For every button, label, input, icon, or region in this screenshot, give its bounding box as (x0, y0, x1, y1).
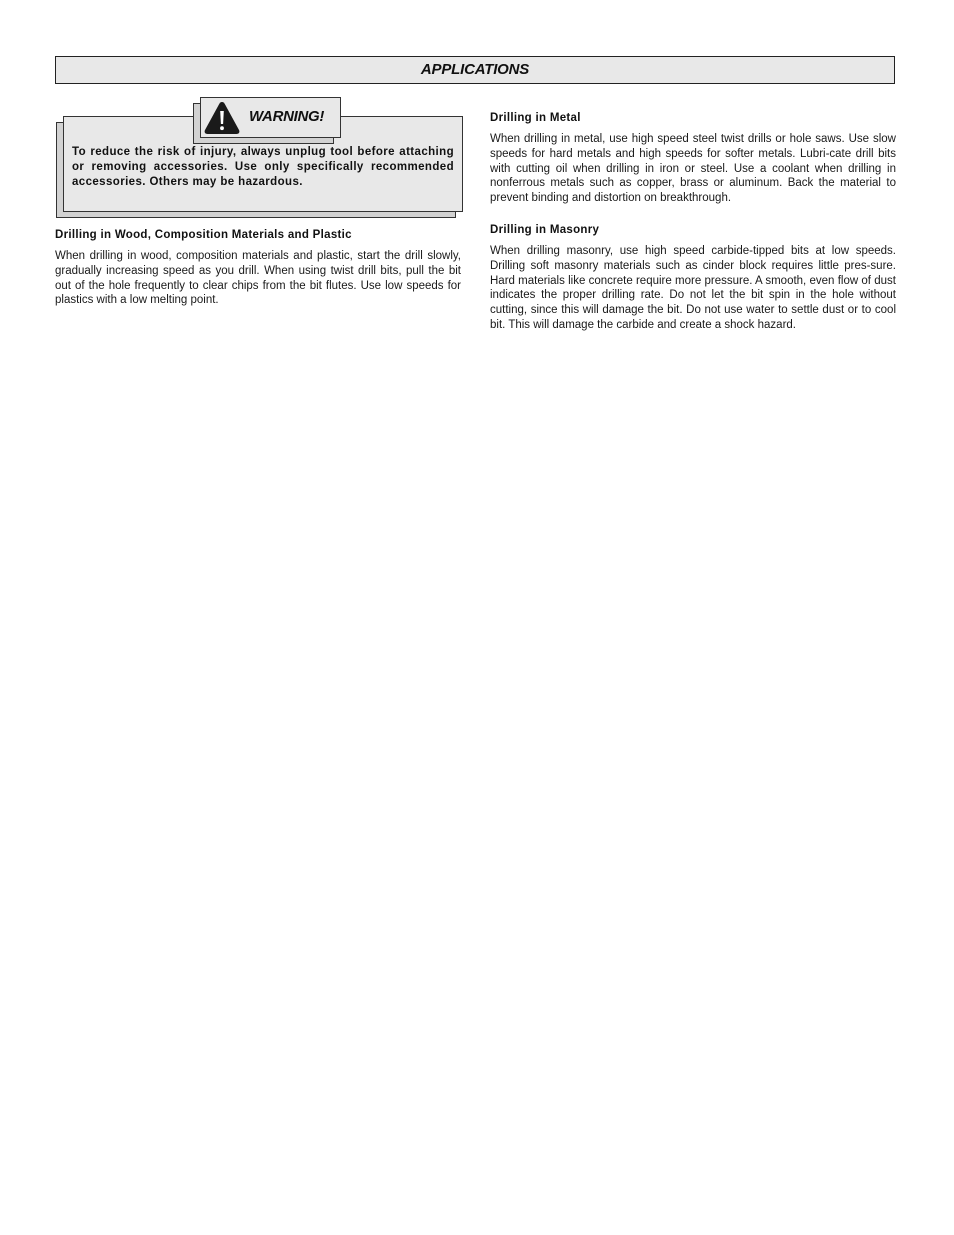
right-column (490, 111, 896, 333)
warning-tab (200, 97, 341, 138)
section-metal (490, 111, 896, 206)
section-heading-masonry: Drilling in Masonry (490, 223, 600, 236)
section-heading-wood: Drilling in Wood, Composition Materials and Plastic (55, 229, 352, 241)
section-wood (55, 228, 461, 308)
section-heading-metal: Drilling in Metal (490, 112, 581, 124)
section-masonry (490, 223, 896, 333)
warning-triangle-icon (203, 100, 241, 135)
section-body-wood: When drilling in wood, composition materials and plastic, start the drill slowly, gradually increasing speed as you drill. When using twist drill bits, pull the bit out of the hole frequently to clear chips from the bit flutes. Use low speeds for plastics with a low melting point. (55, 250, 461, 307)
section-body-metal: When drilling in metal, use high speed steel twist drills or hole saws. Use slow speeds for hard metals and high speeds for softer metals. Lubri-cate drill bits with cutting oil when drilling in iron or steel. Use a coolant when drilling in nonferrous metals such as copper, brass or aluminum. Back the material to prevent binding and distortion on breakthrough. (490, 133, 896, 205)
section-title: APPLICATIONS (420, 61, 530, 78)
warning-text: To reduce the risk of injury, always unplug tool before attaching or removing accessories. Use only specifically recommended accessories. Others may be hazardous. (72, 146, 454, 188)
warning-label: WARNING! (249, 108, 325, 125)
section-body-masonry: When drilling masonry, use high speed carbide-tipped bits at low speeds. Drilling soft masonry materials such as cinder block requires little pres-sure. Hard materials like concrete require more pressure. A smooth, even flow of dust indicates the proper drilling rate. Do not let the bit spin in the hole without cutting, since this will damage the bit. Do not use water to settle dust or to cool bit. This will damage the carbide and create a shock hazard. (490, 244, 896, 331)
left-column (55, 228, 461, 308)
section-header-bar (55, 56, 895, 84)
